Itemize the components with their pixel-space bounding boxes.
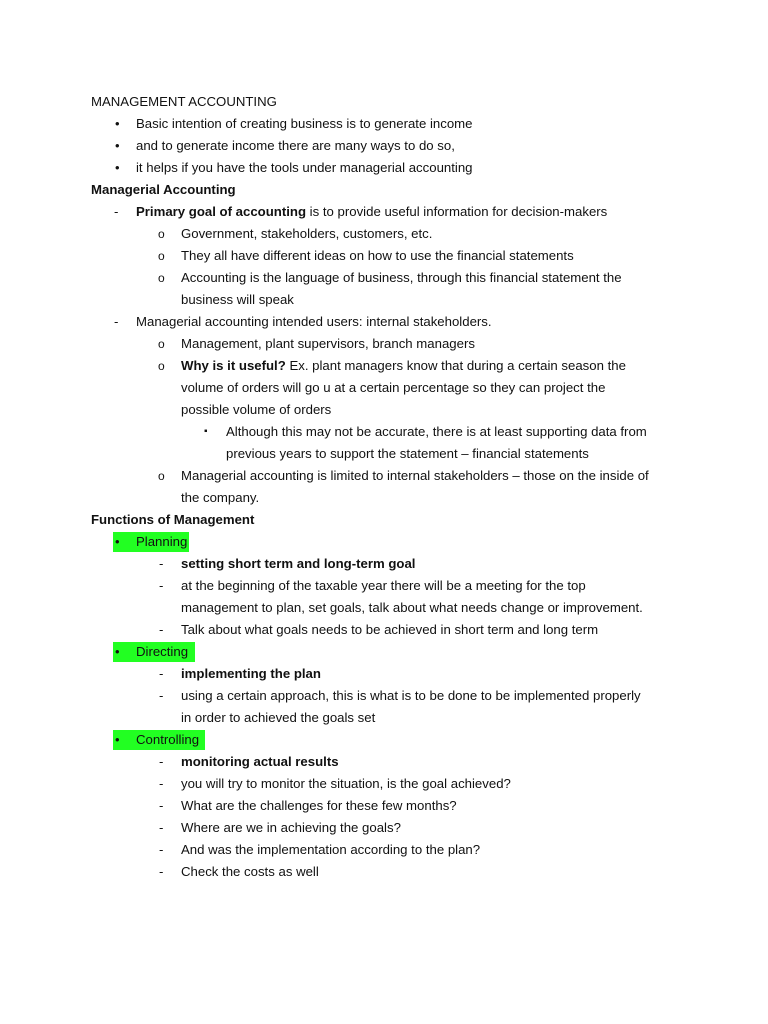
list-item-continuation — [0, 487, 768, 509]
circle-bullet-icon: o — [158, 271, 165, 285]
bullet-icon: • — [115, 160, 120, 175]
list-item — [0, 223, 768, 245]
dash-icon: - — [159, 556, 164, 571]
list-item-text: Basic intention of creating business is to generate income — [136, 116, 473, 131]
list-item — [0, 619, 768, 641]
section-heading-line — [0, 179, 768, 201]
list-item-text: Managerial accounting intended users: internal stakeholders. — [136, 314, 492, 329]
dash-icon: - — [159, 820, 164, 835]
list-item — [0, 421, 768, 443]
list-item — [0, 773, 768, 795]
list-item — [0, 839, 768, 861]
function-item-controlling — [0, 729, 768, 751]
list-item — [0, 201, 768, 223]
list-item-text: And was the implementation according to the plan? — [181, 842, 481, 857]
bold-phrase: Why is it useful? — [181, 358, 286, 373]
list-item-text: setting short term and long-term goal — [181, 556, 416, 571]
list-item — [0, 663, 768, 685]
list-item — [0, 245, 768, 267]
list-item-text: They all have different ideas on how to use the financial statements — [181, 248, 574, 263]
bullet-icon: • — [115, 138, 120, 153]
list-item-continuation — [0, 289, 768, 311]
circle-bullet-icon: o — [158, 227, 165, 241]
bullet-icon: • — [115, 732, 120, 747]
dash-icon: - — [159, 578, 164, 593]
list-item-text: Government, stakeholders, customers, etc. — [181, 226, 433, 241]
list-item-text: using a certain approach, this is what is to be done to be implemented properly — [181, 688, 641, 703]
list-item — [0, 311, 768, 333]
dash-icon: - — [159, 754, 164, 769]
list-item-continuation — [0, 377, 768, 399]
bullet-icon: • — [115, 644, 120, 659]
list-item-text: What are the challenges for these few months? — [181, 798, 457, 813]
list-item-text: it helps if you have the tools under managerial accounting — [136, 160, 473, 175]
bullet-icon: • — [115, 116, 120, 131]
list-item-continuation — [0, 399, 768, 421]
list-item — [0, 685, 768, 707]
square-bullet-icon: ▪ — [204, 426, 208, 437]
section-heading: Functions of Management — [91, 512, 255, 527]
circle-bullet-icon: o — [158, 359, 165, 373]
list-item-text: possible volume of orders — [181, 402, 332, 417]
list-item-text: the company. — [181, 490, 260, 505]
list-item — [0, 267, 768, 289]
list-item — [0, 795, 768, 817]
document-page — [0, 91, 768, 883]
list-item — [0, 465, 768, 487]
list-item-continuation — [0, 707, 768, 729]
dash-icon: - — [159, 688, 164, 703]
circle-bullet-icon: o — [158, 249, 165, 263]
doc-title: MANAGEMENT ACCOUNTING — [91, 94, 277, 109]
list-item-text — [136, 201, 607, 223]
list-item-continuation — [0, 597, 768, 619]
dash-icon: - — [159, 842, 164, 857]
list-item — [0, 553, 768, 575]
list-item-text — [181, 355, 626, 377]
circle-bullet-icon: o — [158, 337, 165, 351]
list-item-continuation — [0, 443, 768, 465]
list-item-text: and to generate income there are many ways to do so, — [136, 138, 455, 153]
list-item-text: at the beginning of the taxable year there will be a meeting for the top — [181, 578, 586, 593]
list-item — [0, 575, 768, 597]
function-item-directing — [0, 641, 768, 663]
function-label: Planning — [136, 534, 188, 549]
dash-icon: - — [159, 666, 164, 681]
function-item-planning — [0, 531, 768, 553]
list-item-text: management to plan, set goals, talk about what needs change or improvement. — [181, 600, 643, 615]
dash-icon: - — [159, 864, 164, 879]
function-label: Directing — [136, 644, 189, 659]
list-item-text: you will try to monitor the situation, is the goal achieved? — [181, 776, 511, 791]
circle-bullet-icon: o — [158, 469, 165, 483]
list-item-text: volume of orders will go u at a certain percentage so they can project the — [181, 380, 606, 395]
list-item — [0, 751, 768, 773]
list-item — [0, 135, 768, 157]
phrase: is to provide useful information for decision-makers — [306, 204, 608, 219]
bullet-icon: • — [115, 534, 120, 549]
list-item-text: implementing the plan — [181, 666, 321, 681]
section-heading-line — [0, 509, 768, 531]
section-heading: Managerial Accounting — [91, 182, 236, 197]
list-item — [0, 157, 768, 179]
list-item — [0, 817, 768, 839]
dash-icon: - — [159, 776, 164, 791]
dash-icon: - — [159, 622, 164, 637]
list-item — [0, 333, 768, 355]
list-item — [0, 355, 768, 377]
list-item-text: Accounting is the language of business, through this financial statement the — [181, 270, 622, 285]
function-label: Controlling — [136, 732, 200, 747]
list-item — [0, 861, 768, 883]
list-item-text: Although this may not be accurate, there is at least supporting data from — [226, 424, 647, 439]
list-item-text: in order to achieved the goals set — [181, 710, 376, 725]
dash-icon: - — [159, 798, 164, 813]
dash-icon: - — [114, 204, 119, 219]
phrase: Ex. plant managers know that during a certain season the — [285, 358, 626, 373]
dash-icon: - — [114, 314, 119, 329]
list-item-text: Check the costs as well — [181, 864, 319, 879]
list-item-text: monitoring actual results — [181, 754, 339, 769]
list-item-text: previous years to support the statement – financial statements — [226, 446, 589, 461]
doc-title-line — [0, 91, 768, 113]
bold-phrase: Primary goal of accounting — [136, 204, 307, 219]
list-item — [0, 113, 768, 135]
list-item-text: Managerial accounting is limited to internal stakeholders – those on the inside of — [181, 468, 649, 483]
list-item-text: Talk about what goals needs to be achieved in short term and long term — [181, 622, 599, 637]
list-item-text: Management, plant supervisors, branch managers — [181, 336, 475, 351]
list-item-text: business will speak — [181, 292, 294, 307]
list-item-text: Where are we in achieving the goals? — [181, 820, 401, 835]
